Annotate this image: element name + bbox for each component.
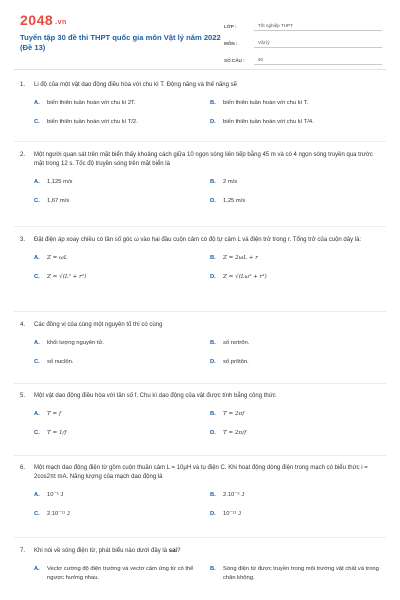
option-a[interactable]: A. 1,125 m/s [34, 179, 73, 185]
option-a[interactable]: A. Vectơ cường độ điện trường và vectơ cảm ứng từ có thể ngược hướng nhau. [34, 566, 194, 581]
question-divider [14, 226, 386, 227]
option-c[interactable]: C. T = 1/f [34, 429, 67, 436]
question-number: 7. [20, 548, 26, 554]
option-d[interactable]: D. T = 2π/f [210, 429, 247, 436]
site-logo[interactable]: 2048 .vn [20, 12, 67, 28]
question-number: 2. [20, 152, 26, 158]
option-d[interactable]: D. 10⁻¹¹ J [210, 510, 241, 517]
option-b[interactable]: B. 2 m/s [210, 179, 238, 185]
document-title: Tuyển tập 30 đề thi THPT quốc gia môn Vật lý năm 2022 (Đề 13) [20, 33, 221, 52]
option-a[interactable]: A. biến thiên tuần hoàn với chu kì 2T. [34, 100, 136, 106]
option-c[interactable]: C. biến thiên tuần hoàn với chu kì T/2. [34, 118, 138, 125]
option-b[interactable]: B. 2.10⁻⁵ J [210, 492, 245, 498]
meta-count-label: SỐ CÂU : [224, 58, 245, 63]
question-number: 6. [20, 465, 26, 471]
option-d[interactable]: D. biến thiên tuần hoàn với chu kì T/4. [210, 118, 314, 125]
question-text: Một mạch dao động điện từ gồm cuộn thuần cảm L = 10μH và tụ điện C. Khi hoạt động dòng điện trong mạch có biểu thức i = 2cos2πt mA. Năng lượng của mạch dao động là [34, 465, 368, 480]
option-b[interactable]: B. T = 2πf [210, 411, 245, 417]
question-text: Li độ của một vật dao động điều hòa với chu kì T. Động năng và thế năng sẽ [34, 82, 237, 88]
question-text: Khi nói về sóng điện từ, phát biểu nào dưới đây là sai? [34, 548, 181, 554]
option-d[interactable]: D. 1,25 m/s [210, 197, 246, 204]
meta-count-value: 40 [254, 57, 382, 65]
question-number: 1. [20, 82, 26, 88]
question-3 [20, 236, 380, 281]
question-1 [20, 81, 380, 126]
exam-meta [224, 14, 382, 65]
question-4 [20, 321, 380, 366]
question-text: Một vật dao động điều hòa với tần số f. Chu kì dao động của vật được tính bằng công thức [34, 393, 276, 399]
meta-class-row [224, 14, 382, 31]
question-divider [14, 537, 386, 538]
option-c[interactable]: C. Z = √(L² + r²) [34, 273, 87, 280]
option-a[interactable]: A. 10⁻⁵ J [34, 492, 64, 498]
question-7 [20, 547, 380, 582]
option-b[interactable]: B. Sóng điện từ được truyền trong môi trường vật chất và trong chân không. [210, 566, 379, 581]
option-c[interactable]: C. 1,67 m/s [34, 197, 70, 204]
meta-subject-value: Vật lý [254, 40, 382, 48]
question-divider [14, 455, 386, 456]
option-d[interactable]: D. số prôtôn. [210, 358, 249, 365]
option-a[interactable]: A. T = f [34, 411, 62, 417]
question-5 [20, 392, 380, 437]
question-2 [20, 151, 380, 205]
option-c[interactable]: C. số nuclôn. [34, 358, 74, 365]
meta-class-value: Tốt nghiệp THPT [254, 23, 382, 31]
option-a[interactable]: A. Z = ωL [34, 255, 68, 261]
option-c[interactable]: C. 2.10⁻¹¹ J [34, 510, 70, 517]
header-divider [14, 69, 386, 70]
question-number: 3. [20, 237, 26, 243]
question-text: Đặt điện áp xoay chiều có tần số góc ω vào hai đầu cuộn cảm có độ tự cảm L và điện trở trong r. Tổng trở của cuộn dây là: [34, 237, 362, 243]
question-text: Một người quan sát trên mặt biển thấy khoảng cách giữa 10 ngọn sóng liên tiếp bằng 45 m và có 4 ngọn sóng truyền qua trước mặt trong 12 s. Tốc độ truyền sóng trên mặt biển là [34, 152, 373, 167]
question-divider [14, 141, 386, 142]
option-b[interactable]: B. Z = 2ωL + r [210, 255, 258, 261]
meta-subject-row [224, 31, 382, 48]
question-6 [20, 464, 380, 518]
emphasis-word: sai [168, 548, 178, 554]
option-b[interactable]: B. số nơtrôn. [210, 340, 250, 346]
option-a[interactable]: A. khối lượng nguyên tử. [34, 340, 105, 346]
meta-class-label: LỚP : [224, 24, 237, 29]
question-number: 5. [20, 393, 26, 399]
question-text: Các đồng vị của cùng một nguyên tố thì có cùng [34, 322, 163, 328]
meta-count-row [224, 48, 382, 65]
question-divider [14, 311, 386, 312]
question-number: 4. [20, 322, 26, 328]
page-header [0, 0, 400, 66]
meta-subject-label: MÔN : [224, 41, 238, 46]
option-d[interactable]: D. Z = √(Lω² + r²) [210, 273, 267, 280]
question-divider [14, 383, 386, 384]
option-b[interactable]: B. biến thiên tuần hoàn với chu kì T. [210, 100, 309, 106]
